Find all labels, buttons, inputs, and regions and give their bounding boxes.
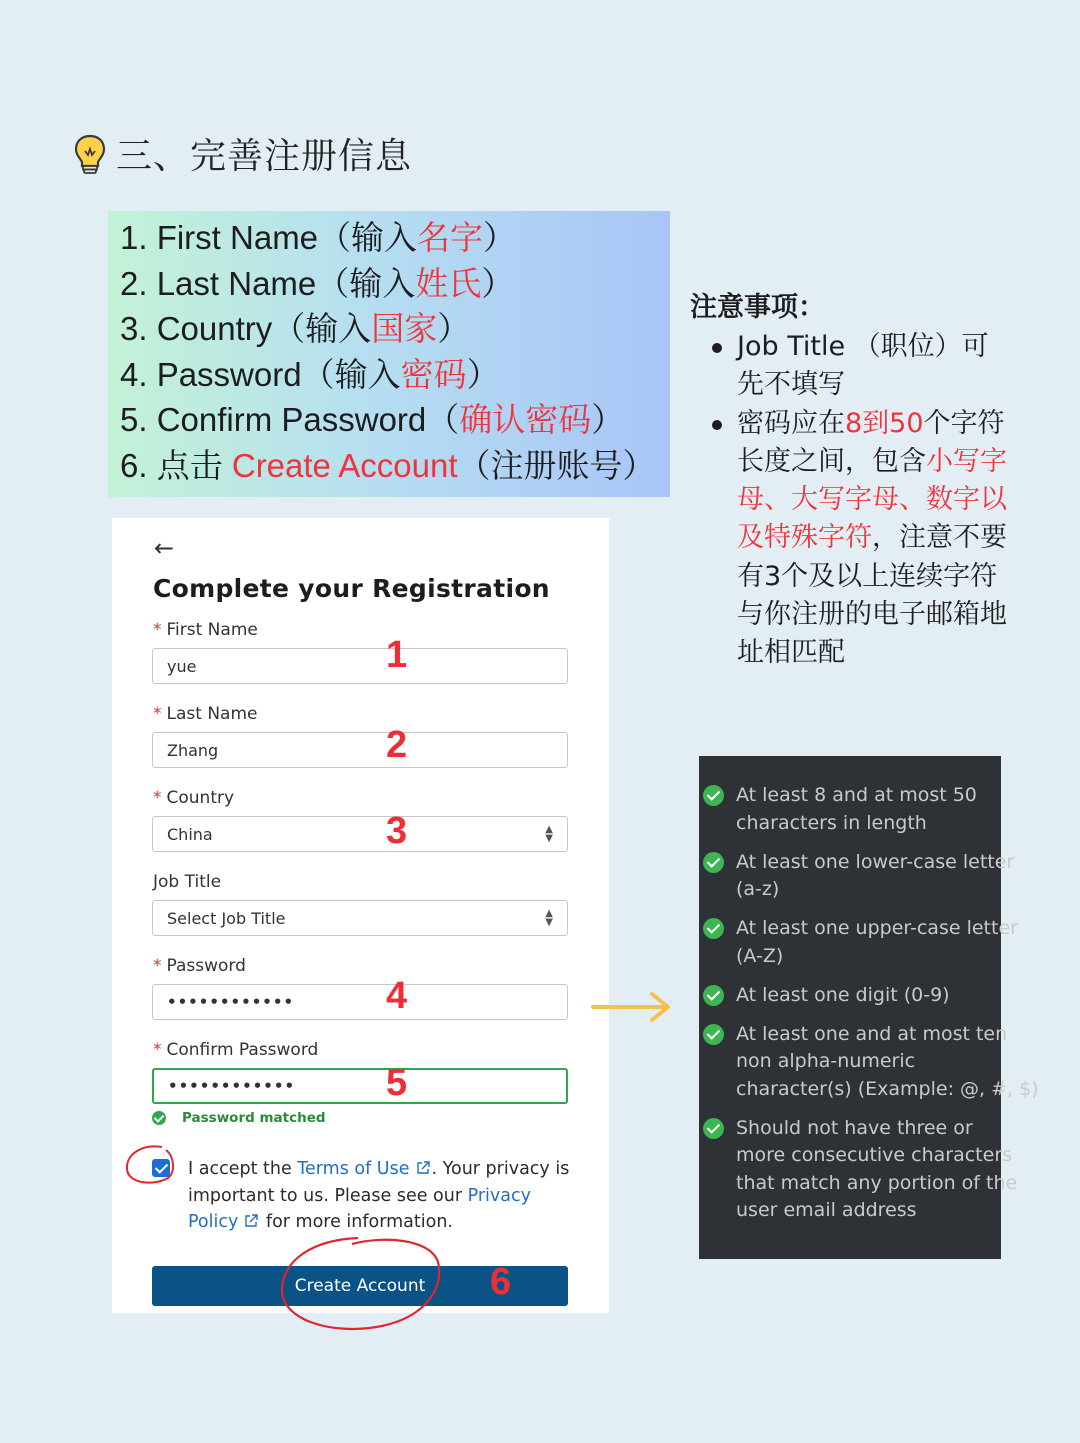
confirm-password-input[interactable]: •••••••••••• xyxy=(152,1068,568,1104)
password-matched-status: Password matched xyxy=(152,1110,326,1126)
registration-form xyxy=(112,518,609,1313)
arrow-right-icon xyxy=(590,990,674,1024)
check-circle-icon xyxy=(703,918,724,939)
select-caret-icon: ▲ ▼ xyxy=(545,824,553,844)
external-link-icon xyxy=(244,1214,258,1228)
privacy-policy-link[interactable]: Privacy Policy xyxy=(188,1185,531,1232)
page-heading xyxy=(72,128,412,179)
note-job-title: Job Title （职位）可先不填写 xyxy=(690,328,1010,405)
annotation-1: 1 xyxy=(386,634,408,676)
first-name-input[interactable]: yue xyxy=(152,648,568,684)
annotation-3: 3 xyxy=(386,810,408,852)
create-account-button[interactable]: Create Account xyxy=(152,1266,568,1306)
first-name-label: * First Name xyxy=(153,620,258,640)
rule-item: At least one and at most ten non alpha-numeric character(s) (Example: @, #, $) xyxy=(699,1021,1001,1104)
annotation-5: 5 xyxy=(386,1062,408,1104)
last-name-label: * Last Name xyxy=(153,704,258,724)
step-5: 5. Confirm Password（确认密码） xyxy=(120,401,625,438)
rule-item: At least one upper-case letter (A-Z) xyxy=(699,915,1001,970)
check-circle-icon xyxy=(703,1118,724,1139)
note-password-rules: 密码应在8到50个字符长度之间，包含小写字母、大写字母、数字以及特殊字符，注意不要有3个及以上连续字符与你注册的电子邮箱地址相匹配 xyxy=(690,405,1010,673)
form-title: Complete your Registration xyxy=(153,574,550,603)
country-select[interactable]: China ▲ ▼ xyxy=(152,816,568,852)
accept-terms-checkbox[interactable] xyxy=(152,1159,170,1177)
password-rules-panel xyxy=(699,756,1039,1259)
step-2: 2. Last Name（输入姓氏） xyxy=(120,264,515,302)
job-title-select[interactable]: Select Job Title ▲ ▼ xyxy=(152,900,568,936)
annotation-4: 4 xyxy=(386,975,408,1017)
notes-title: 注意事项： xyxy=(690,292,825,323)
arrow-left-icon[interactable]: ← xyxy=(154,534,175,562)
check-circle-icon xyxy=(703,785,724,806)
check-circle-icon xyxy=(703,1024,724,1045)
step-4: 4. Password（输入密码） xyxy=(120,355,500,393)
rule-item: At least one lower-case letter (a-z) xyxy=(699,849,1001,904)
annotation-6: 6 xyxy=(490,1261,512,1303)
password-input[interactable]: •••••••••••• xyxy=(152,984,568,1020)
job-title-label: Job Title xyxy=(153,872,222,892)
country-label: * Country xyxy=(153,788,235,808)
last-name-input[interactable]: Zhang xyxy=(152,732,568,768)
accept-terms-text: I accept the Terms of Use . Your privacy is important to us. Please see our Privacy Policy for more information. xyxy=(188,1159,570,1232)
terms-of-use-link[interactable]: Terms of Use xyxy=(297,1159,410,1179)
notes-panel xyxy=(690,290,1010,673)
check-circle-icon xyxy=(703,985,724,1006)
rule-item: At least 8 and at most 50 characters in length xyxy=(699,782,1001,837)
steps-list xyxy=(108,211,670,497)
select-caret-icon: ▲ ▼ xyxy=(545,908,553,928)
step-3: 3. Country（输入国家） xyxy=(120,310,471,347)
external-link-icon xyxy=(416,1161,430,1175)
lightbulb-icon xyxy=(72,133,108,175)
annotation-2: 2 xyxy=(386,724,408,766)
password-label: * Password xyxy=(153,956,246,976)
check-circle-icon xyxy=(703,852,724,873)
step-1: 1. First Name（输入名字） xyxy=(120,219,517,256)
heading-text: 三、完善注册信息 xyxy=(116,136,413,177)
rule-item: At least one digit (0-9) xyxy=(699,982,1001,1010)
step-6: 6. 点击 Create Account（注册账号） xyxy=(120,446,656,484)
rule-item: Should not have three or more consecutive characters that match any portion of the user email address xyxy=(699,1115,1001,1225)
check-circle-icon xyxy=(152,1111,166,1125)
confirm-password-label: * Confirm Password xyxy=(153,1040,319,1060)
